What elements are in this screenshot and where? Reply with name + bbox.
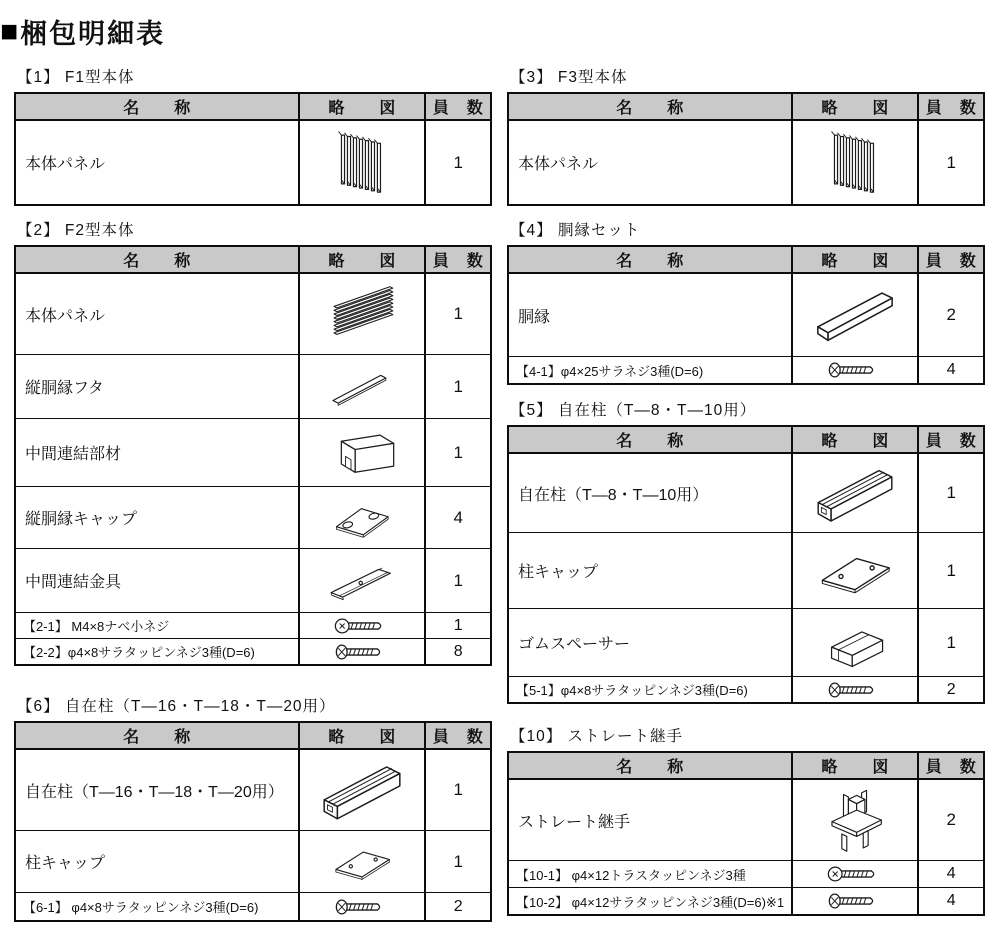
table-6-header — [16, 723, 490, 750]
part-name: 柱キャップ — [509, 533, 793, 608]
table-row — [16, 750, 490, 830]
table-row — [16, 612, 490, 638]
part-qty: 1 — [453, 442, 463, 462]
part-qty: 1 — [453, 376, 463, 396]
table-1 — [14, 92, 492, 206]
table-row — [16, 548, 490, 612]
part-name: 自在柱（T—16・T—18・T—20用） — [16, 750, 300, 830]
table-row — [16, 892, 490, 920]
part-name: 本体パネル — [509, 121, 793, 204]
part-qty: 2 — [946, 305, 956, 324]
header-qty: 員 数 — [925, 759, 977, 776]
post-bar-icon — [302, 753, 422, 827]
table-row — [16, 121, 490, 204]
table-row — [16, 830, 490, 892]
table-2-label: 【2】 F2型本体 — [17, 222, 135, 239]
table-6-label: 【6】 自在柱（T—16・T—18・T—20用） — [17, 698, 336, 715]
sketch-cell — [300, 613, 426, 638]
table-row — [509, 780, 983, 860]
sketch-cell — [793, 677, 919, 702]
sketch-cell — [793, 780, 919, 860]
screw-pan-icon — [827, 865, 883, 883]
part-qty: 1 — [946, 152, 956, 172]
part-name: 【4-1】φ4×25サラネジ3種(D=6) — [509, 357, 793, 383]
table-row — [16, 418, 490, 486]
part-qty: 1 — [946, 632, 956, 652]
left-column — [14, 65, 492, 922]
header-qty: 員 数 — [432, 253, 484, 270]
table-3 — [507, 92, 985, 206]
table-columns-wrap — [14, 65, 986, 922]
sketch-cell — [300, 893, 426, 920]
table-row — [509, 454, 983, 532]
part-qty: 4 — [946, 892, 956, 909]
cap-plate-holes-icon — [302, 490, 422, 546]
sketch-cell — [300, 355, 426, 418]
table-10 — [507, 751, 985, 916]
table-2 — [14, 245, 492, 666]
table-2-header — [16, 247, 490, 274]
part-qty: 4 — [946, 865, 956, 882]
header-name: 名 称 — [16, 247, 300, 272]
part-name: 縦胴縁キャップ — [16, 487, 300, 548]
part-qty: 1 — [453, 616, 463, 634]
sketch-cell — [793, 454, 919, 532]
part-qty: 1 — [946, 483, 956, 502]
screw-flat-icon — [827, 361, 883, 379]
header-qty: 員 数 — [925, 253, 977, 270]
sketch-cell — [793, 888, 919, 914]
rubber-block-icon — [795, 612, 915, 674]
cap-plate-icon — [795, 536, 915, 606]
part-name: 縦胴縁フタ — [16, 355, 300, 418]
header-sketch: 略 図 — [300, 723, 426, 748]
sketch-cell — [300, 750, 426, 830]
header-sketch: 略 図 — [793, 247, 919, 272]
title-square-icon: ■ — [0, 14, 19, 48]
part-name: 中間連結金具 — [16, 549, 300, 612]
post-bar-icon — [795, 457, 915, 529]
table-10-header — [509, 753, 983, 780]
header-sketch: 略 図 — [793, 94, 919, 119]
screw-flat-icon — [827, 681, 883, 699]
screw-flat-icon — [334, 643, 390, 661]
table-row — [509, 121, 983, 204]
table-5-label: 【5】 自在柱（T—8・T—10用） — [510, 402, 757, 419]
header-qty: 員 数 — [432, 100, 484, 117]
sketch-cell — [793, 533, 919, 608]
header-name: 名 称 — [509, 427, 793, 452]
table-row — [509, 608, 983, 676]
header-name: 名 称 — [16, 94, 300, 119]
table-5 — [507, 425, 985, 704]
header-sketch: 略 図 — [793, 427, 919, 452]
table-3-label: 【3】 F3型本体 — [510, 69, 628, 86]
sketch-cell — [300, 831, 426, 892]
part-qty: 1 — [453, 152, 463, 172]
header-sketch: 略 図 — [300, 247, 426, 272]
table-row — [509, 887, 983, 914]
header-name: 名 称 — [509, 94, 793, 119]
sketch-cell — [793, 609, 919, 676]
panel-horizontal-icon — [302, 277, 422, 351]
part-name: 【6-1】 φ4×8サラタッピンネジ3種(D=6) — [16, 893, 300, 920]
part-name: 【5-1】φ4×8サラタッピンネジ3種(D=6) — [509, 677, 793, 702]
table-10-label: 【10】 ストレート継手 — [510, 728, 684, 745]
table-1-header — [16, 94, 490, 121]
sketch-cell — [300, 487, 426, 548]
flat-bar-icon — [302, 358, 422, 416]
table-4-header — [509, 247, 983, 274]
header-qty: 員 数 — [925, 100, 977, 117]
table-row — [509, 356, 983, 383]
part-qty: 4 — [946, 361, 956, 378]
part-name: 胴縁 — [509, 274, 793, 356]
sketch-cell — [300, 121, 426, 204]
table-4 — [507, 245, 985, 385]
part-name: ストレート継手 — [509, 780, 793, 860]
table-4-label: 【4】 胴縁セット — [510, 222, 641, 239]
header-sketch: 略 図 — [793, 753, 919, 778]
table-1-label: 【1】 F1型本体 — [17, 69, 135, 86]
sketch-cell — [793, 357, 919, 383]
sketch-cell — [300, 419, 426, 486]
part-name: 【10-1】 φ4×12トラスタッピンネジ3種 — [509, 861, 793, 887]
header-name: 名 称 — [16, 723, 300, 748]
part-qty: 4 — [453, 507, 463, 527]
table-5-header — [509, 427, 983, 454]
part-qty: 8 — [453, 642, 463, 660]
panel-vertical-icon — [795, 124, 915, 201]
screw-flat-icon — [827, 892, 883, 910]
header-name: 名 称 — [509, 247, 793, 272]
table-6 — [14, 721, 492, 922]
table-row — [16, 638, 490, 664]
sketch-cell — [300, 274, 426, 354]
sketch-cell — [300, 549, 426, 612]
square-bar-icon — [795, 277, 915, 353]
part-qty: 1 — [453, 304, 463, 323]
table-3-header — [509, 94, 983, 121]
part-qty: 2 — [453, 897, 463, 915]
joint-plate-icon — [302, 552, 422, 610]
part-name: 柱キャップ — [16, 831, 300, 892]
part-name: 【2-2】φ4×8サラタッピンネジ3種(D=6) — [16, 639, 300, 664]
part-qty: 1 — [453, 851, 463, 871]
table-row — [16, 354, 490, 418]
part-qty: 2 — [946, 680, 956, 698]
part-name: ゴムスペーサー — [509, 609, 793, 676]
panel-vertical-icon — [302, 124, 422, 201]
header-qty: 員 数 — [925, 433, 977, 450]
table-row — [509, 532, 983, 608]
part-name: 自在柱（T—8・T—10用） — [509, 454, 793, 532]
part-qty: 1 — [453, 570, 463, 590]
page-title: 梱包明細表 — [20, 19, 166, 49]
part-name: 【2-1】 M4×8ナベ小ネジ — [16, 613, 300, 638]
header-name: 名 称 — [509, 753, 793, 778]
screw-pan-icon — [334, 617, 390, 635]
part-name: 本体パネル — [16, 274, 300, 354]
header-qty: 員 数 — [432, 729, 484, 746]
table-row — [509, 274, 983, 356]
part-qty: 1 — [946, 560, 956, 580]
part-qty: 1 — [453, 780, 463, 799]
sketch-cell — [793, 861, 919, 887]
straight-joint-icon — [795, 783, 915, 857]
table-row — [509, 860, 983, 887]
sketch-cell — [300, 639, 426, 664]
channel-icon — [302, 422, 422, 484]
right-column — [507, 65, 985, 916]
screw-flat-icon — [334, 898, 390, 916]
header-sketch: 略 図 — [300, 94, 426, 119]
part-name: 本体パネル — [16, 121, 300, 204]
table-row — [509, 676, 983, 702]
part-name: 【10-2】 φ4×12サラタッピンネジ3種(D=6)※1 — [509, 888, 793, 914]
sketch-cell — [793, 121, 919, 204]
page-title-row — [0, 12, 986, 51]
part-qty: 2 — [946, 810, 956, 829]
part-name: 中間連結部材 — [16, 419, 300, 486]
cap-plate-icon — [302, 834, 422, 890]
table-row — [16, 274, 490, 354]
table-row — [16, 486, 490, 548]
sketch-cell — [793, 274, 919, 356]
